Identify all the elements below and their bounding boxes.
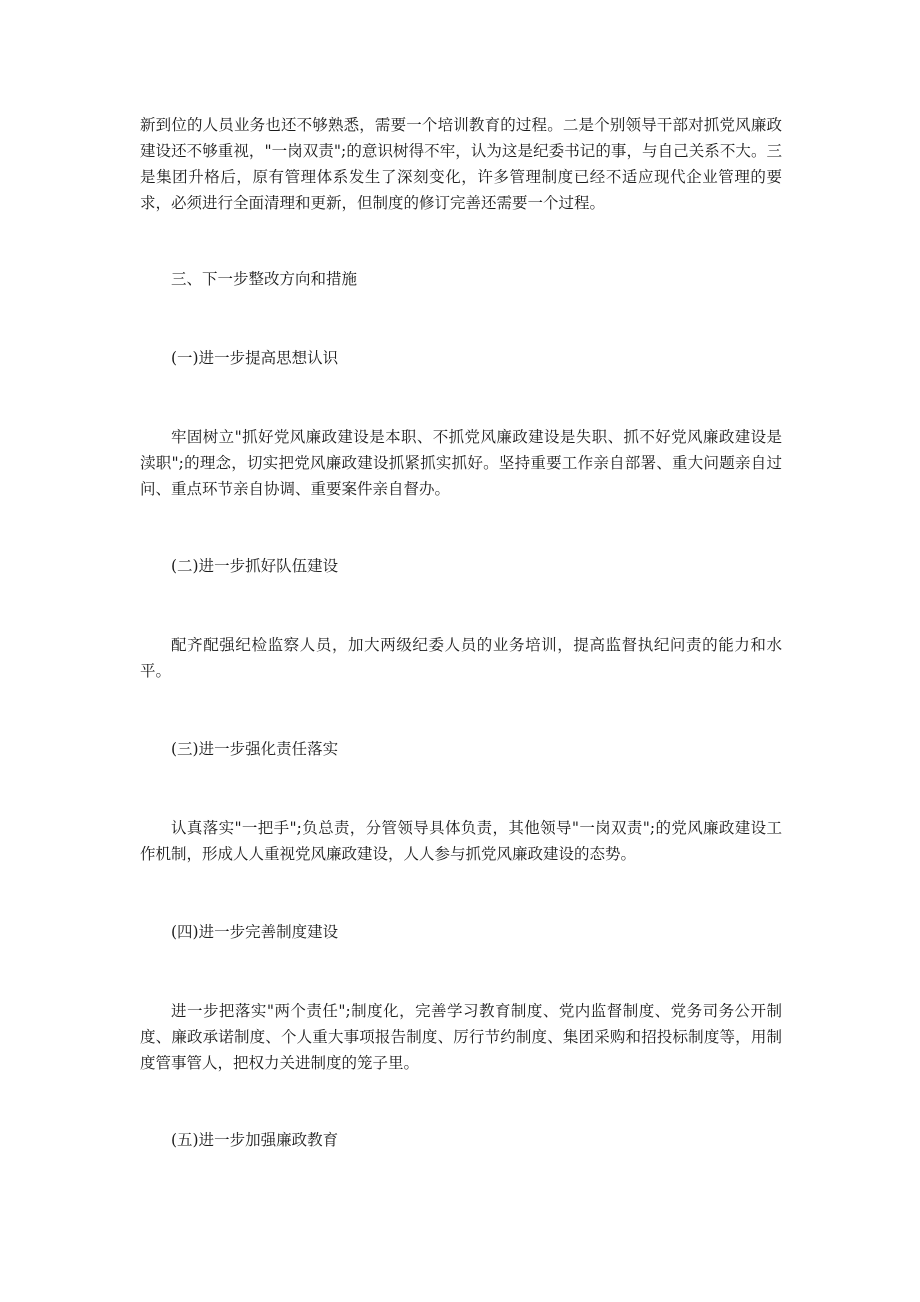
- subheading-5: (五)进一步加强廉政教育: [171, 1131, 339, 1149]
- section-heading-3: 三、下一步整改方向和措施: [171, 270, 358, 288]
- paragraph-team: 配齐配强纪检监察人员，加大两级纪委人员的业务培训，提高监督执纪问责的能力和水平。: [140, 636, 782, 680]
- paragraph-thinking: 牢固树立"抓好党风廉政建设是本职、不抓党风廉政建设是失职、抓不好党风廉政建设是渎职";的理念，切实把党风廉政建设抓紧抓实抓好。坚持重要工作亲自部署、重大问题亲自过问、重点环节亲自协调、重要案件亲自督办。: [140, 428, 782, 498]
- subheading-2: (二)进一步抓好队伍建设: [171, 557, 339, 575]
- paragraph-responsibility: 认真落实"一把手";负总责，分管领导具体负责，其他领导"一岗双责";的党风廉政建设工作机制，形成人人重视党风廉政建设，人人参与抓党风廉政建设的态势。: [140, 819, 782, 863]
- subheading-1: (一)进一步提高思想认识: [171, 349, 339, 367]
- paragraph-continuation: 新到位的人员业务也还不够熟悉，需要一个培训教育的过程。二是个别领导干部对抓党风廉政建设还不够重视，"一岗双责";的意识树得不牢，认为这是纪委书记的事，与自己关系不大。三是集团升格后，原有管理体系发生了深刻变化，许多管理制度已经不适应现代企业管理的要求，必须进行全面清理和更新，但制度的修订完善还需要一个过程。: [140, 116, 782, 212]
- subheading-3: (三)进一步强化责任落实: [171, 740, 339, 758]
- subheading-4: (四)进一步完善制度建设: [171, 923, 339, 941]
- paragraph-system: 进一步把落实"两个责任";制度化，完善学习教育制度、党内监督制度、党务司务公开制度、廉政承诺制度、个人重大事项报告制度、厉行节约制度、集团采购和招投标制度等，用制度管事管人，把权力关进制度的笼子里。: [140, 1002, 782, 1072]
